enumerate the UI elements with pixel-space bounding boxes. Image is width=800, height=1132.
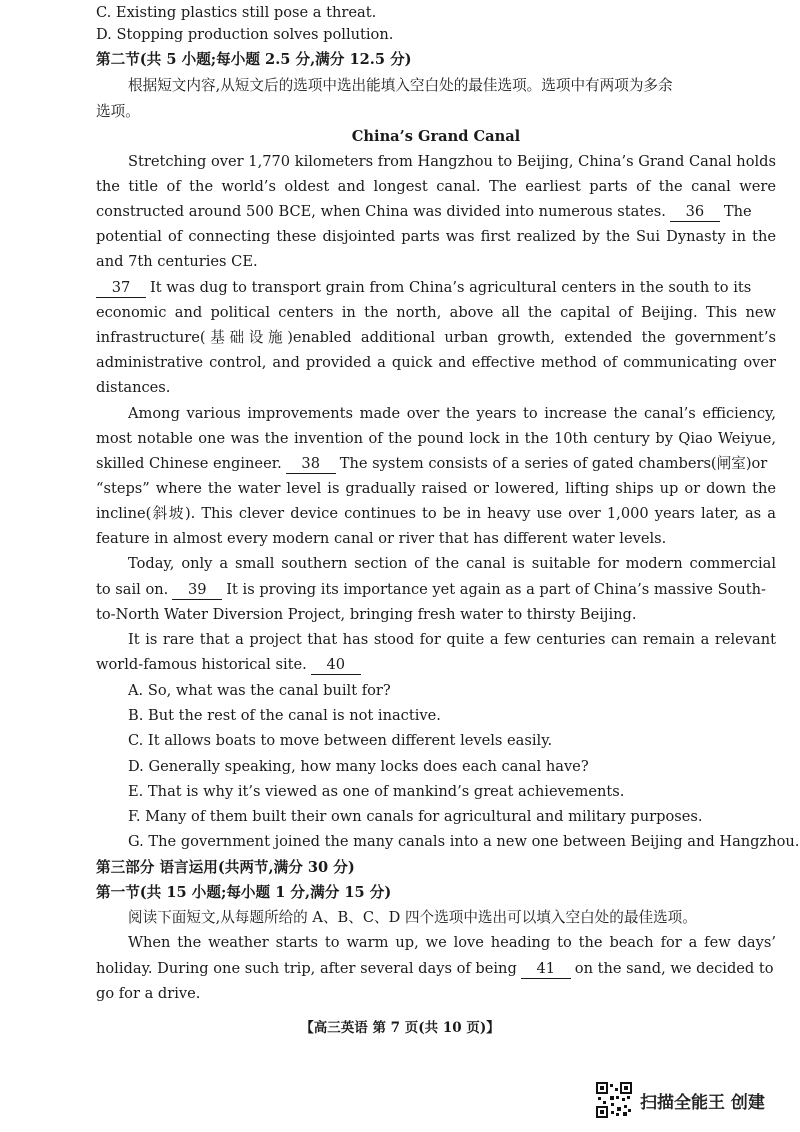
cloze-instruction: 阅读下面短文,从每题所给的 A、B、C、D 四个选项中选出可以填入空白处的最佳选项。 [128, 909, 697, 926]
option-f: F. Many of them built their own canals for agricultural and military purposes. [128, 808, 703, 825]
passage-line: most notable one was the invention of the pound lock in the 10th century by Qiao Weiyue, [96, 430, 776, 447]
option-d: D. Generally speaking, how many locks does each canal have? [128, 758, 589, 775]
option-b: B. But the rest of the canal is not inactive. [128, 707, 441, 724]
text: The [723, 203, 752, 220]
passage-line-blank-36 [96, 199, 776, 224]
option-e: E. That is why it’s viewed as one of mankind’s great achievements. [128, 783, 625, 800]
blank-41: 41 [521, 960, 571, 979]
passage-line: the title of the world’s oldest and longest canal. The earliest parts of the canal were [96, 178, 776, 195]
passage-line: administrative control, and provided a quick and effective method of communicating over [96, 354, 776, 371]
passage-line: Stretching over 1,770 kilometers from Hangzhou to Beijing, China’s Grand Canal holds [128, 153, 776, 170]
passage-line: to-North Water Diversion Project, bringing fresh water to thirsty Beijing. [96, 606, 637, 623]
text: to sail on. [96, 581, 169, 598]
text: It is proving its importance yet again as a part of China’s massive South- [226, 581, 766, 598]
part-three-heading: 第三部分 语言运用(共两节,满分 30 分) [96, 859, 355, 876]
passage-title: China’s Grand Canal [351, 128, 521, 145]
scanner-watermark [596, 1080, 765, 1120]
cloze-line: go for a drive. [96, 985, 201, 1002]
text: The system consists of a series of gated chambers(闸室)or [339, 455, 768, 472]
page-footer: 【高三英语 第 7 页(共 10 页)】 [300, 1020, 500, 1036]
passage-line: infrastructure(基础设施)enabled additional urban growth, extended the government’s [96, 329, 776, 346]
text: world-famous historical site. [96, 656, 307, 673]
passage-line: “steps” where the water level is gradually raised or lowered, lifting ships up or down the [96, 480, 776, 497]
section-heading: 第二节(共 5 小题;每小题 2.5 分,满分 12.5 分) [96, 51, 412, 68]
option-c-prev: C. Existing plastics still pose a threat. [96, 4, 377, 21]
option-c: C. It allows boats to move between different levels easily. [128, 732, 553, 749]
text: holiday. During one such trip, after several days of being [96, 960, 517, 977]
blank-37: 37 [96, 279, 146, 298]
cloze-line: When the weather starts to warm up, we love heading to the beach for a few days’ [128, 934, 776, 951]
passage-line-blank-37 [96, 275, 776, 300]
cloze-line-blank-41 [96, 956, 776, 981]
passage-line-blank-40 [96, 652, 776, 677]
passage-line: potential of connecting these disjointed parts was first realized by the Sui Dynasty in the [96, 228, 776, 245]
blank-39: 39 [172, 581, 222, 600]
option-d-prev: D. Stopping production solves pollution. [96, 26, 394, 43]
blank-36: 36 [670, 203, 720, 222]
text: skilled Chinese engineer. [96, 455, 282, 472]
passage-line: economic and political centers in the north, above all the capital of Beijing. This new [96, 304, 776, 321]
blank-40: 40 [311, 656, 361, 675]
passage-line-blank-39 [96, 577, 776, 602]
subsection-heading: 第一节(共 15 小题;每小题 1 分,满分 15 分) [96, 884, 392, 901]
passage-line: It is rare that a project that has stood for quite a few centuries can remain a relevant [128, 631, 776, 648]
qr-code-icon [596, 1082, 632, 1118]
text: constructed around 500 BCE, when China was divided into numerous states. [96, 203, 666, 220]
passage-line: Today, only a small southern section of the canal is suitable for modern commercial [128, 555, 776, 572]
option-g: G. The government joined the many canals into a new one between Beijing and Hangzhou. [128, 833, 800, 850]
instruction: 根据短文内容,从短文后的选项中选出能填入空白处的最佳选项。选项中有两项为多余 [128, 77, 673, 94]
passage-line: Among various improvements made over the years to increase the canal’s efficiency, [128, 405, 776, 422]
option-a: A. So, what was the canal built for? [128, 682, 391, 699]
passage-line: distances. [96, 379, 171, 396]
text: on the sand, we decided to [574, 960, 774, 977]
instruction-cont: 选项。 [96, 103, 140, 120]
passage-line: incline(斜坡). This clever device continues to be in heavy use over 1,000 years later, as a [96, 505, 776, 522]
passage-line-blank-38 [96, 451, 776, 476]
brand-label: 扫描全能王 创建 [640, 1092, 765, 1113]
text: It was dug to transport grain from China’s agricultural centers in the south to its [150, 279, 752, 296]
blank-38: 38 [286, 455, 336, 474]
passage-line: feature in almost every modern canal or river that has different water levels. [96, 530, 667, 547]
passage-line: and 7th centuries CE. [96, 253, 258, 270]
